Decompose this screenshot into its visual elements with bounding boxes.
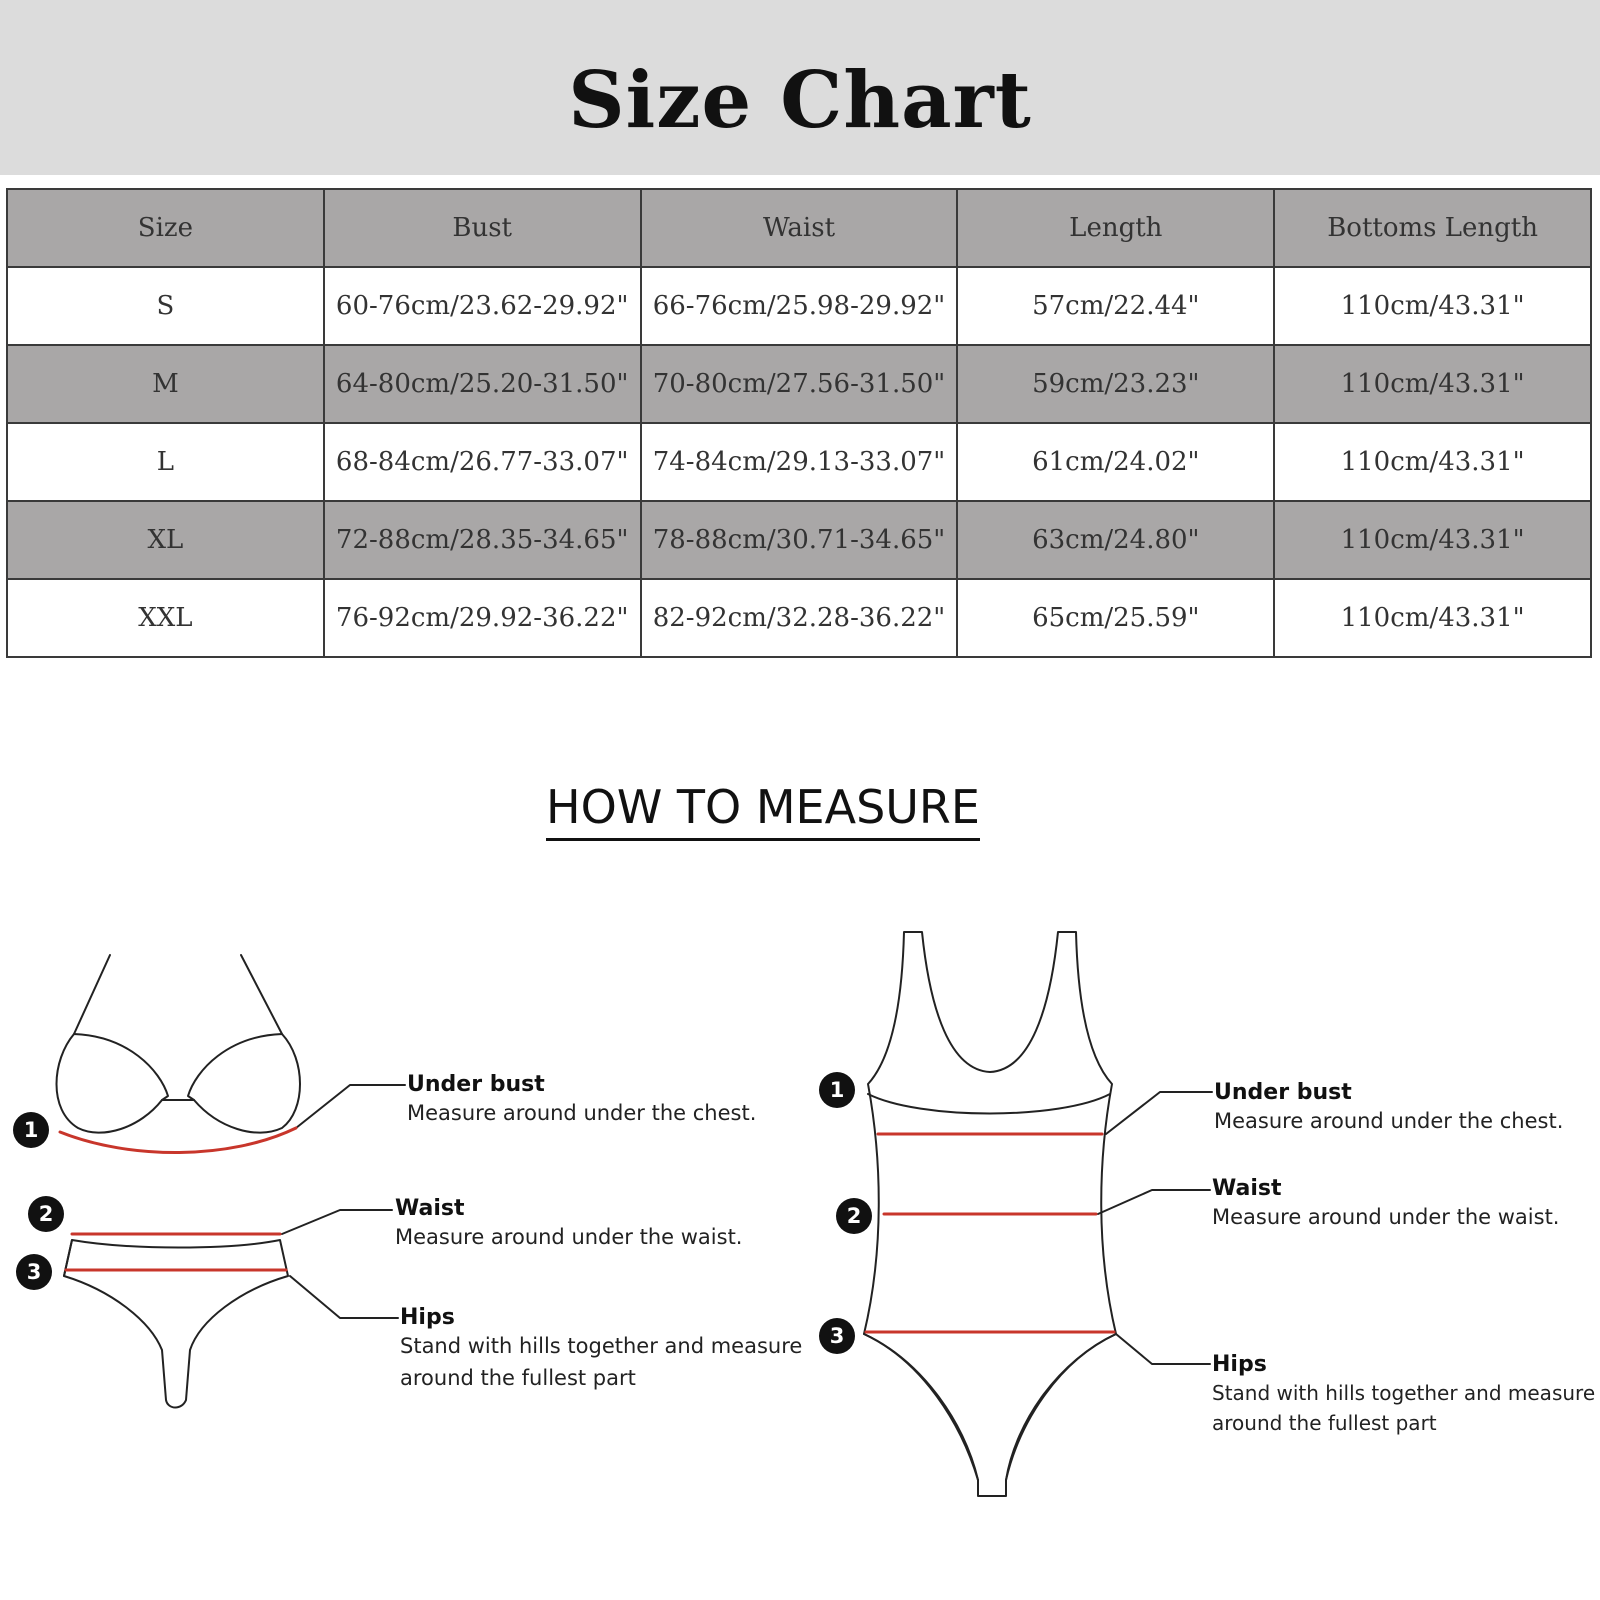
table-cell: 76-92cm/29.92-36.22" [324, 579, 641, 657]
table-cell: 63cm/24.80" [957, 501, 1274, 579]
swimsuit-hips-label [1212, 1352, 1595, 1438]
badge-under-bust: 1 [13, 1112, 49, 1148]
table-cell: M [7, 345, 324, 423]
bikini-hips-label [400, 1305, 802, 1394]
table-cell: 57cm/22.44" [957, 267, 1274, 345]
swimsuit-waist-label [1212, 1176, 1559, 1234]
table-cell: 110cm/43.31" [1274, 345, 1591, 423]
table-cell: 68-84cm/26.77-33.07" [324, 423, 641, 501]
table-cell: 110cm/43.31" [1274, 423, 1591, 501]
label-heading: Under bust [407, 1072, 545, 1097]
table-cell: 65cm/25.59" [957, 579, 1274, 657]
label-description: around the fullest part [1212, 1411, 1437, 1436]
badge-waist: 2 [836, 1198, 872, 1234]
bikini-bottom-illustration [64, 1240, 288, 1408]
table-cell: 59cm/23.23" [957, 345, 1274, 423]
table-cell: XL [7, 501, 324, 579]
table-cell: 64-80cm/25.20-31.50" [324, 345, 641, 423]
how-to-measure-heading: HOW TO MEASURE [546, 780, 980, 841]
label-description: Measure around under the chest. [407, 1101, 757, 1126]
table-cell: XXL [7, 579, 324, 657]
table-cell: 60-76cm/23.62-29.92" [324, 267, 641, 345]
label-heading: Under bust [1214, 1080, 1352, 1105]
table-cell: 66-76cm/25.98-29.92" [641, 267, 958, 345]
label-description: Stand with hills together and measure [1212, 1381, 1596, 1406]
table-cell: 78-88cm/30.71-34.65" [641, 501, 958, 579]
label-heading: Hips [1212, 1352, 1267, 1377]
table-cell: 61cm/24.02" [957, 423, 1274, 501]
table-cell: L [7, 423, 324, 501]
label-description: around the fullest part [400, 1365, 636, 1390]
table-cell: 74-84cm/29.13-33.07" [641, 423, 958, 501]
table-cell: 70-80cm/27.56-31.50" [641, 345, 958, 423]
table-cell: 110cm/43.31" [1274, 501, 1591, 579]
label-heading: Waist [395, 1196, 465, 1221]
label-description: Measure around under the waist. [395, 1225, 743, 1250]
column-header: Waist [641, 189, 958, 267]
label-description: Measure around under the chest. [1214, 1109, 1564, 1134]
column-header: Bust [324, 189, 641, 267]
column-header: Size [7, 189, 324, 267]
badge-under-bust: 1 [819, 1072, 855, 1108]
badge-waist: 2 [28, 1196, 64, 1232]
table-cell: 110cm/43.31" [1274, 267, 1591, 345]
swimsuit-under-bust-label [1214, 1080, 1563, 1138]
table-cell: 110cm/43.31" [1274, 579, 1591, 657]
badge-hips: 3 [16, 1254, 52, 1290]
page-title: Size Chart [568, 55, 1032, 146]
label-description: Stand with hills together and measure [400, 1334, 803, 1359]
bikini-under-bust-label [407, 1072, 756, 1130]
bikini-waist-label [395, 1196, 742, 1254]
table-cell: 82-92cm/32.28-36.22" [641, 579, 958, 657]
bikini-top-illustration [57, 955, 301, 1133]
column-header: Length [957, 189, 1274, 267]
label-description: Measure around under the waist. [1212, 1205, 1560, 1230]
badge-hips: 3 [819, 1318, 855, 1354]
column-header: Bottoms Length [1274, 189, 1591, 267]
label-heading: Waist [1212, 1176, 1282, 1201]
table-cell: 72-88cm/28.35-34.65" [324, 501, 641, 579]
table-cell: S [7, 267, 324, 345]
label-heading: Hips [400, 1305, 455, 1330]
